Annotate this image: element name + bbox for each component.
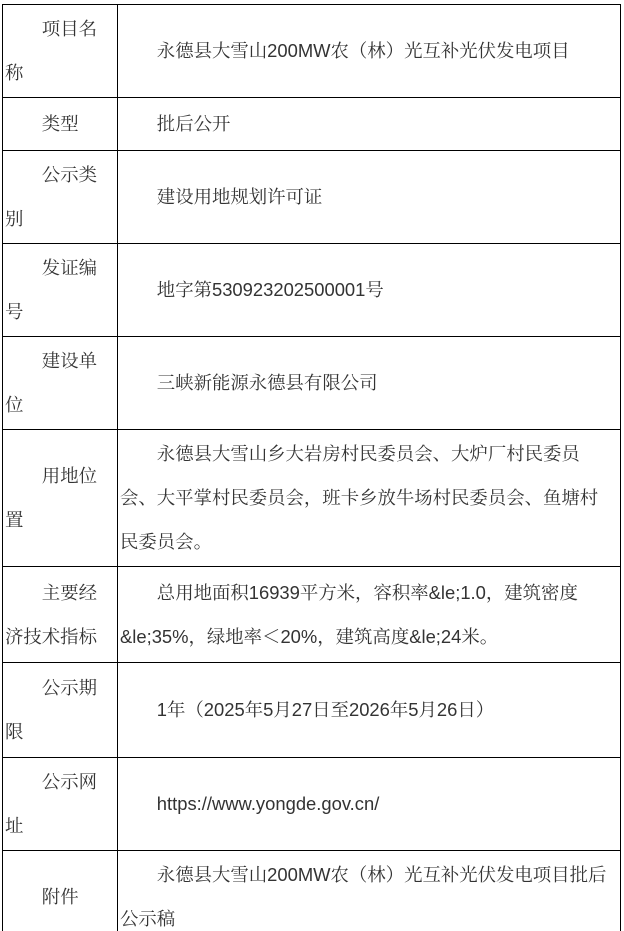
row-label-type: 类型 bbox=[3, 98, 118, 151]
table-row-land-location bbox=[3, 430, 621, 567]
row-label-project-name: 项目名称 bbox=[3, 5, 118, 98]
table-row-publicity-website bbox=[3, 758, 621, 851]
table-row-attachment bbox=[3, 851, 621, 931]
row-label-attachment: 附件 bbox=[3, 851, 118, 931]
row-value-construction-unit: 三峡新能源永德县有限公司 bbox=[118, 337, 621, 430]
row-value-attachment: 永德县大雪山200MW农（林）光互补光伏发电项目批后公示稿 bbox=[118, 851, 621, 931]
row-label-technical-indicators: 主要经济技术指标 bbox=[3, 567, 118, 663]
row-label-publicity-period: 公示期限 bbox=[3, 663, 118, 758]
table-row-certificate-number bbox=[3, 244, 621, 337]
row-label-construction-unit: 建设单位 bbox=[3, 337, 118, 430]
row-value-publicity-category: 建设用地规划许可证 bbox=[118, 151, 621, 244]
table-row-project-name bbox=[3, 5, 621, 98]
row-value-land-location: 永德县大雪山乡大岩房村民委员会、大炉厂村民委员会、大平掌村民委员会，班卡乡放牛场村民委员会、鱼塘村民委员会。 bbox=[118, 430, 621, 567]
table-row-type bbox=[3, 98, 621, 151]
row-value-type: 批后公开 bbox=[118, 98, 621, 151]
row-value-project-name: 永德县大雪山200MW农（林）光互补光伏发电项目 bbox=[118, 5, 621, 98]
table-row-publicity-period bbox=[3, 663, 621, 758]
project-info-table bbox=[2, 4, 621, 931]
row-value-certificate-number: 地字第530923202500001号 bbox=[118, 244, 621, 337]
row-label-publicity-website: 公示网址 bbox=[3, 758, 118, 851]
row-label-certificate-number: 发证编号 bbox=[3, 244, 118, 337]
row-value-publicity-website: https://www.yongde.gov.cn/ bbox=[118, 758, 621, 851]
table-row-publicity-category bbox=[3, 151, 621, 244]
row-value-technical-indicators: 总用地面积16939平方米，容积率&le;1.0，建筑密度&le;35%，绿地率＜20%，建筑高度&le;24米。 bbox=[118, 567, 621, 663]
row-label-land-location: 用地位置 bbox=[3, 430, 118, 567]
row-label-publicity-category: 公示类别 bbox=[3, 151, 118, 244]
table-row-construction-unit bbox=[3, 337, 621, 430]
table-row-technical-indicators bbox=[3, 567, 621, 663]
row-value-publicity-period: 1年（2025年5月27日至2026年5月26日） bbox=[118, 663, 621, 758]
